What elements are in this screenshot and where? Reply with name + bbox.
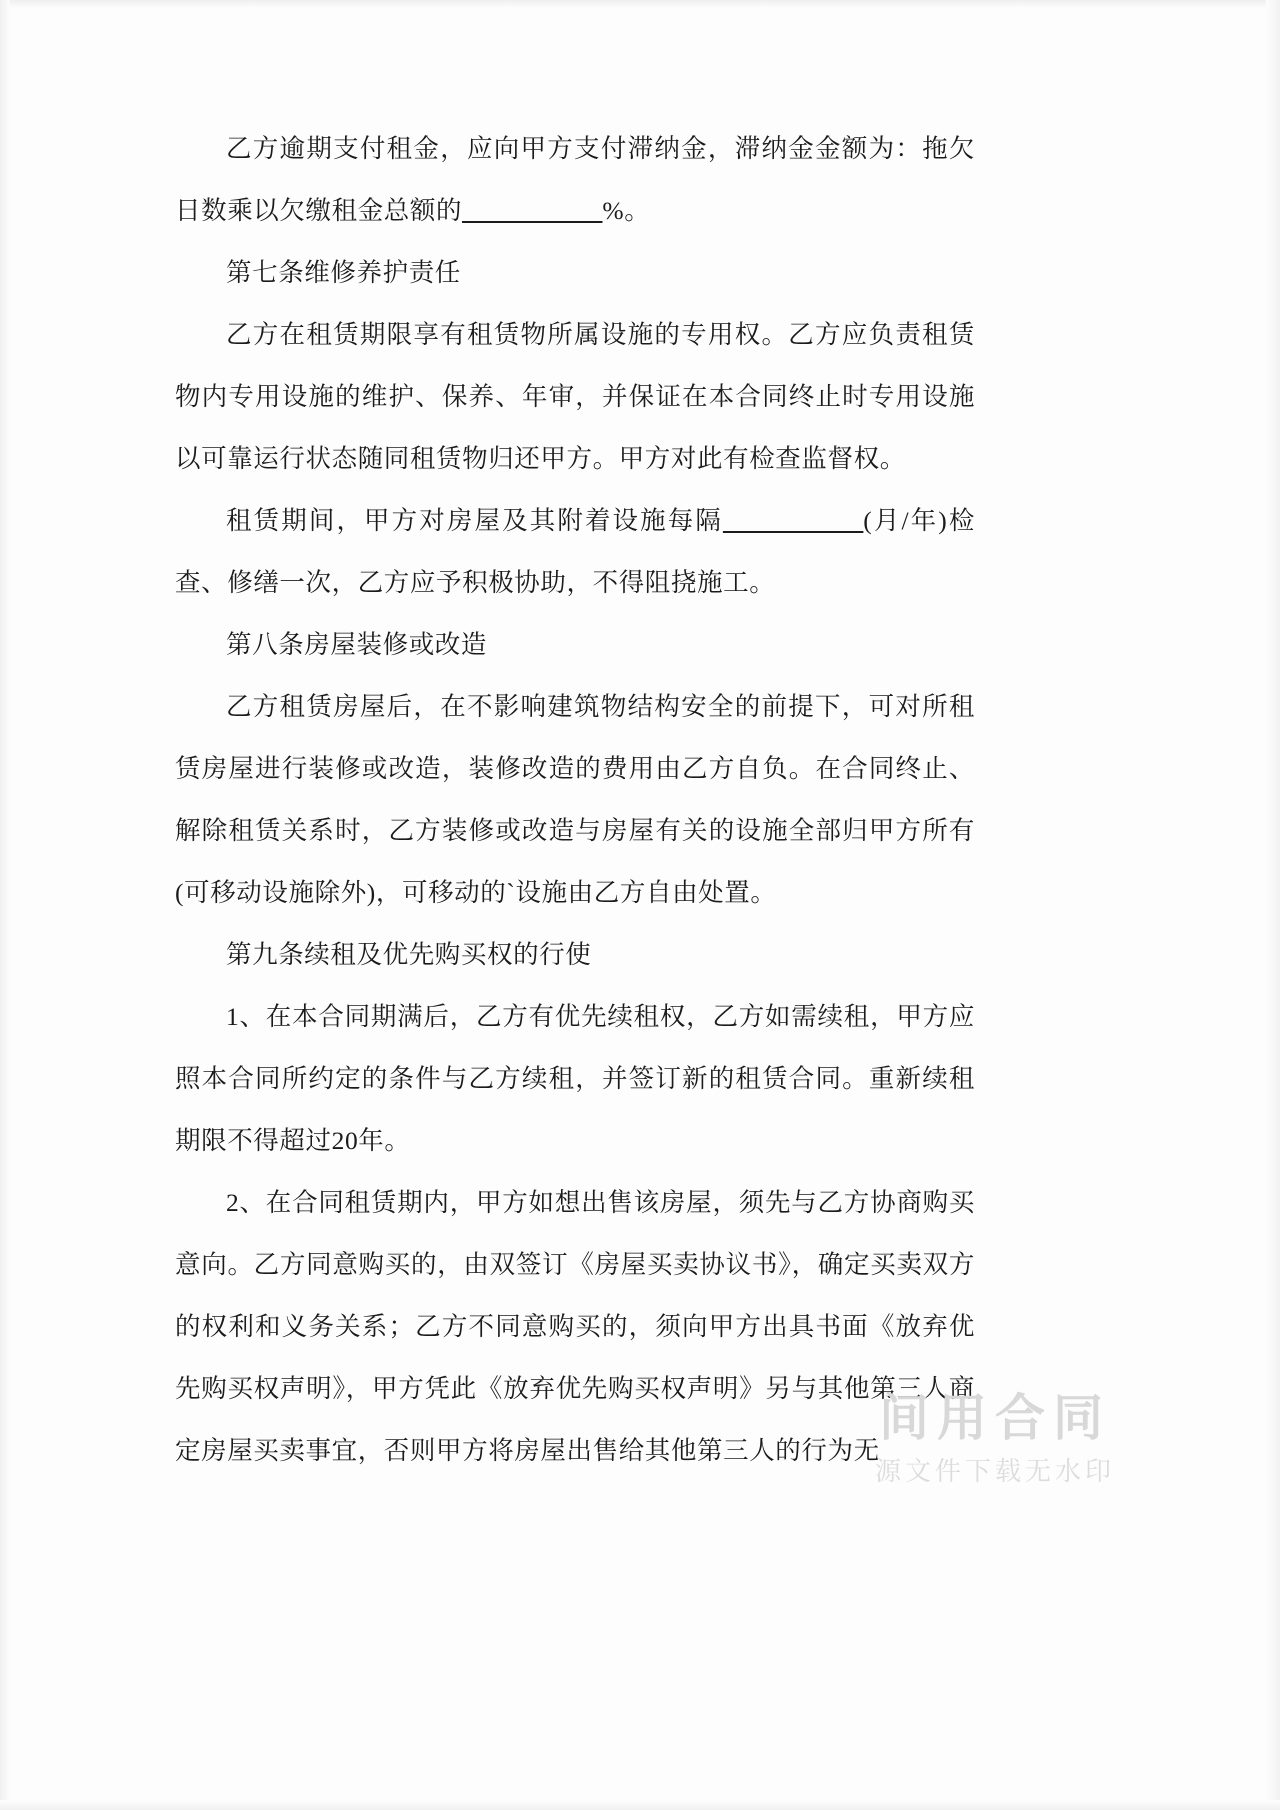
text-run: (月/年)检查、修缮一次，乙方应予积极协助，不得阻挠施工。 xyxy=(175,506,975,597)
fill-in-blank: ___________ xyxy=(462,196,603,225)
paragraph-article-7-body-1: 乙方在租赁期限享有租赁物所属设施的专用权。乙方应负责租赁物内专用设施的维护、保养、年审，并保证在本合同终止时专用设施以可靠运行状态随同租赁物归还甲方。甲方对此有检查监督权。 xyxy=(175,320,975,473)
scan-edge-bottom xyxy=(0,1800,1280,1810)
text-run: %。 xyxy=(602,196,651,225)
paragraph-late-fee xyxy=(175,118,975,242)
paragraph-article-7-body-2 xyxy=(175,490,975,614)
text-run: 租赁期间，甲方对房屋及其附着设施每隔 xyxy=(226,506,724,535)
watermark-main-text: 间用合同 xyxy=(879,1389,1111,1447)
paragraph-article-9-item-1: 1、在本合同期满后，乙方有优先续租权，乙方如需续租，甲方应照本合同所约定的条件与乙方续租，并签订新的租赁合同。重新续租期限不得超过20年。 xyxy=(175,1002,975,1155)
scan-edge-left xyxy=(0,0,10,1810)
paragraph-article-9-item-2: 2、在合同租赁期内，甲方如想出售该房屋，须先与乙方协商购买意向。乙方同意购买的，由双签订《房屋买卖协议书》，确定买卖双方的权利和义务关系；乙方不同意购买的，须向甲方出具书面《放弃优先购买权声明》，甲方凭此《放弃优先购买权声明》另与其他第三人商定房屋买卖事宜，否则甲方将房屋出售给其他第三人的行为无 xyxy=(175,1188,975,1465)
text-run: 乙方逾期支付租金，应向甲方支付滞纳金，滞纳金金额为：拖欠日数乘以欠缴租金总额的 xyxy=(175,134,975,225)
heading-article-7: 第七条维修养护责任 xyxy=(226,258,461,287)
heading-article-8: 第八条房屋装修或改造 xyxy=(226,630,488,659)
document-text-body xyxy=(175,118,975,1482)
watermark-sub-text: 源文件下载无水印 xyxy=(874,1457,1115,1487)
heading-article-9: 第九条续租及优先购买权的行使 xyxy=(226,940,592,969)
fill-in-blank: ___________ xyxy=(723,506,864,535)
scan-edge-right xyxy=(1266,0,1280,1810)
scan-edge-top xyxy=(0,0,1280,8)
paragraph-article-8-body: 乙方租赁房屋后，在不影响建筑物结构安全的前提下，可对所租赁房屋进行装修或改造，装修改造的费用由乙方自负。在合同终止、解除租赁关系时，乙方装修或改造与房屋有关的设施全部归甲方所有(可移动设施除外)，可移动的`设施由乙方自由处置。 xyxy=(175,692,975,907)
